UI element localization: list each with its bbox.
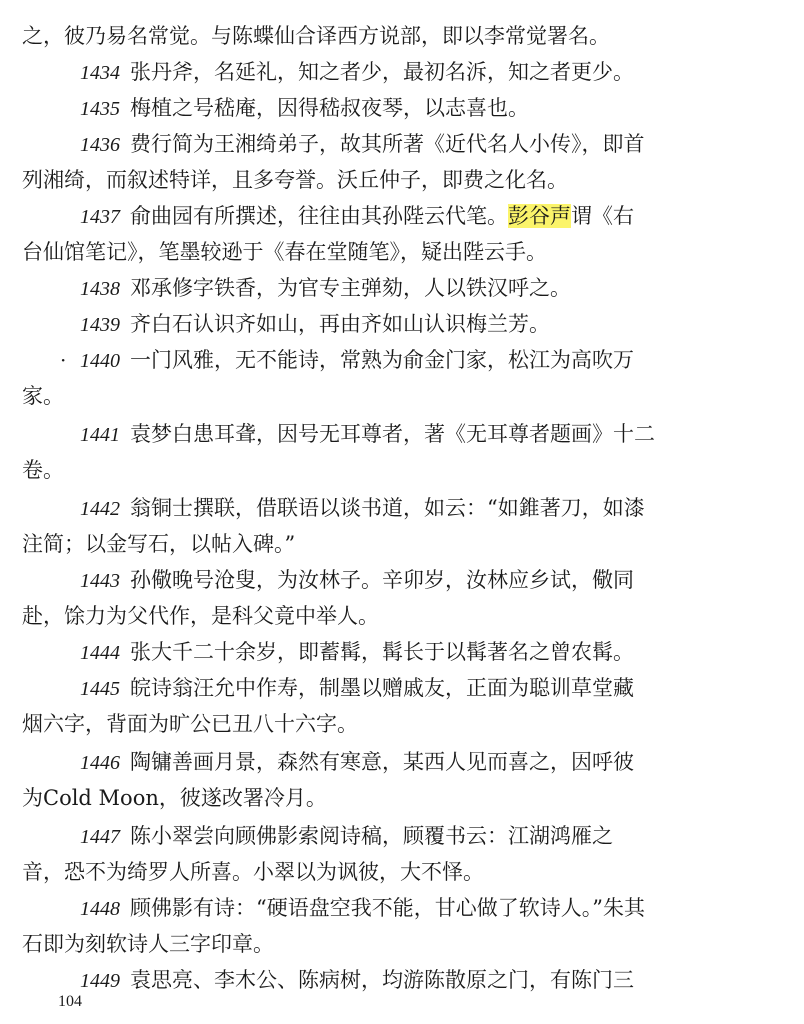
- entry-1434: [80, 54, 782, 90]
- entry-text: 张丹斧，名延礼，知之者少，最初名泝，知之者更少。: [130, 60, 634, 84]
- entry-number: 1437: [80, 206, 120, 228]
- page-number: 104: [58, 993, 82, 1010]
- line-text: 家。: [22, 384, 64, 408]
- entry-1445: [80, 670, 782, 706]
- text-line-continuation: [22, 706, 782, 742]
- entry-1444: [80, 634, 782, 670]
- text-line-continuation: [22, 162, 782, 198]
- entry-number: 1446: [80, 752, 120, 774]
- entry-number: 1441: [80, 424, 120, 446]
- text-line-continuation: [22, 452, 782, 488]
- text-line-continuation: [22, 780, 782, 816]
- entry-text: 邓承修字铁香，为官专主弹劾，人以铁汉呼之。: [130, 276, 571, 300]
- line-text: 烟六字，背面为旷公已丑八十六字。: [22, 712, 358, 736]
- entry-number: 1440: [80, 350, 120, 372]
- entry-number: 1435: [80, 98, 120, 120]
- entry-text: 陈小翠尝向顾佛影索阅诗稿，顾覆书云：江湖鸿雁之: [130, 824, 613, 848]
- entry-text: 一门风雅，无不能诗，常熟为俞金门家，松江为高吹万: [130, 348, 634, 372]
- entry-1435: [80, 90, 782, 126]
- entry-text: 袁梦白患耳聋，因号无耳尊者，著《无耳尊者题画》十二: [130, 422, 655, 446]
- line-text: 赴，馀力为父代作，是科父竟中举人。: [22, 604, 379, 628]
- line-text: 石即为刻软诗人三字印章。: [22, 932, 274, 956]
- text-line-continuation: [22, 854, 782, 890]
- text-line-continuation: [22, 378, 782, 414]
- entry-number: 1448: [80, 898, 120, 920]
- entry-1442: [80, 490, 782, 526]
- line-text: 注简；以金写石，以帖入碑。”: [22, 532, 296, 556]
- entry-text: 俞曲园有所撰述，往往由其孙陛云代笔。: [130, 204, 508, 228]
- entry-number: 1442: [80, 498, 120, 520]
- highlighted-text: 彭谷声: [508, 204, 571, 228]
- entry-number: 1444: [80, 642, 120, 664]
- entry-text: 顾佛影有诗：“硬语盘空我不能，甘心做了软诗人。”朱其: [130, 896, 645, 920]
- entry-text: 皖诗翁汪允中作寿，制墨以赠戚友，正面为聪训草堂藏: [130, 676, 634, 700]
- entry-number: 1436: [80, 134, 120, 156]
- line-text: 之，彼乃易名常觉。与陈蝶仙合译西方说部，即以李常觉署名。: [22, 24, 610, 48]
- entry-number: 1445: [80, 678, 120, 700]
- entry-number: 1439: [80, 314, 120, 336]
- entry-1447: [80, 818, 782, 854]
- entry-number: 1443: [80, 570, 120, 592]
- margin-mark: ·: [60, 348, 67, 372]
- text-line-continuation: [22, 926, 782, 962]
- entry-1443: [80, 562, 782, 598]
- entry-number: 1447: [80, 826, 120, 848]
- line-text: 列湘绮，而叙述特详，且多夸誉。沃丘仲子，即费之化名。: [22, 168, 568, 192]
- line-text: 卷。: [22, 458, 64, 482]
- line-text: 为Cold Moon，彼遂改署冷月。: [22, 786, 327, 810]
- entry-1449: [80, 962, 782, 998]
- entry-text: 张大千二十余岁，即蓄髯，髯长于以髯著名之曾农髯。: [130, 640, 634, 664]
- entry-number: 1434: [80, 62, 120, 84]
- entry-text: 齐白石认识齐如山，再由齐如山认识梅兰芳。: [130, 312, 550, 336]
- entry-1440: [80, 342, 782, 378]
- text-line-continuation: [22, 234, 782, 270]
- entry-text: 孙儆晚号沧叟，为汝林子。辛卯岁，汝林应乡试，儆同: [130, 568, 634, 592]
- entry-number: 1449: [80, 970, 120, 992]
- text-line-continuation: [22, 526, 782, 562]
- text-line-continuation: [22, 598, 782, 634]
- entry-text: 梅植之号嵇庵，因得嵇叔夜琴，以志喜也。: [130, 96, 529, 120]
- line-text: 音，恐不为绮罗人所喜。小翠以为讽彼，大不怿。: [22, 860, 484, 884]
- entry-number: 1438: [80, 278, 120, 300]
- entry-1436: [80, 126, 782, 162]
- entry-text: 翁铜士撰联，借联语以谈书道，如云：“如錐著刀，如漆: [130, 496, 645, 520]
- line-text: 台仙馆笔记》，笔墨较逊于《春在堂随笔》，疑出陛云手。: [22, 240, 547, 264]
- entry-1438: [80, 270, 782, 306]
- text-line-1: [22, 18, 782, 54]
- entry-1437: [80, 198, 782, 234]
- entry-text: 费行简为王湘绮弟子，故其所著《近代名人小传》，即首: [130, 132, 645, 156]
- entry-text: 袁思亮、李木公、陈病树，均游陈散原之门，有陈门三: [130, 968, 634, 992]
- entry-1441: [80, 416, 782, 452]
- entry-text: 陶镛善画月景，森然有寒意，某西人见而喜之，因呼彼: [130, 750, 634, 774]
- entry-1446: [80, 744, 782, 780]
- entry-text-after: 谓《右: [571, 204, 634, 228]
- entry-1448: [80, 890, 782, 926]
- entry-1439: [80, 306, 782, 342]
